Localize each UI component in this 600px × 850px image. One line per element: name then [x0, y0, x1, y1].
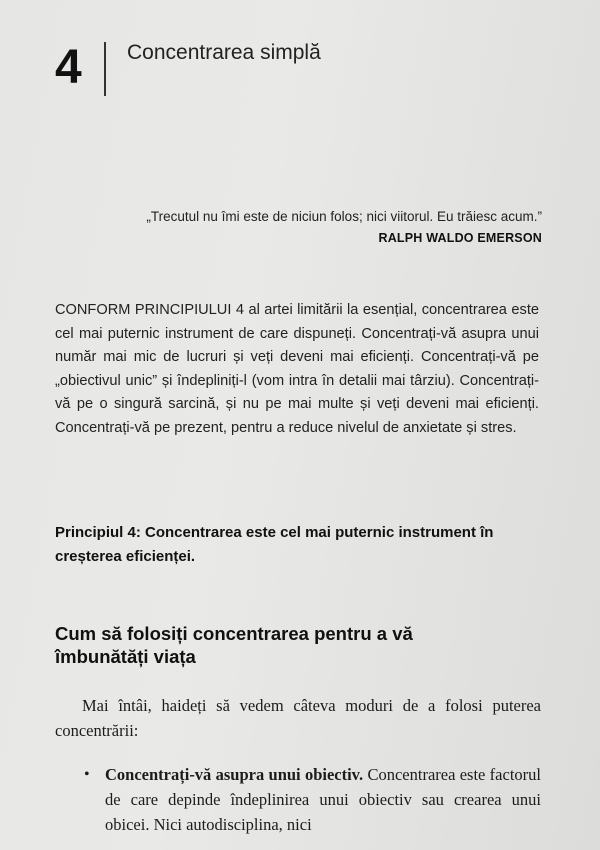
chapter-title: Concentrarea simplă	[127, 41, 321, 64]
bullet-list	[55, 762, 541, 837]
bullet-icon: •	[84, 766, 90, 783]
epigraph-author: RALPH WALDO EMERSON	[378, 231, 542, 245]
principle-statement: Principiul 4: Concentrarea este cel mai puternic instrument în creșterea eficienței.	[55, 524, 494, 565]
bullet-text: Concentrarea este factorul de care depinde îndeplinirea unui obiectiv sau crearea unui obicei. Nici autodisciplina, nici	[105, 765, 541, 834]
list-item	[55, 762, 541, 837]
intro-paragraph: CONFORM PRINCIPIULUI 4 al artei limitării la esențial, concentrarea este cel mai puternic instrument de care dispuneți. Concentrați-vă asupra unui număr mai mic de lucruri și veți deveni mai eficienți. Concentrați-vă pe „obiectivul unic” și îndepliniți-l (vom intra în detalii mai târziu). Concentrați-vă pe o singură sarcină, și nu pe mai multe și veți deveni mai eficienți. Concentrați-vă pe prezent, pentru a reduce nivelul de anxietate și stres.	[55, 302, 539, 436]
bullet-lead: Concentrați-vă asupra unui obiectiv.	[105, 765, 364, 784]
epigraph-quote: „Trecutul nu îmi este de niciun folos; nici viitorul. Eu trăiesc acum.”	[146, 209, 542, 224]
chapter-divider	[104, 42, 106, 96]
chapter-number: 4	[55, 41, 82, 94]
section-intro-paragraph: Mai întâi, haideți să vedem câteva moduri de a folosi puterea concentrării:	[55, 696, 541, 740]
section-heading: Cum să folosiți concentrarea pentru a vă îmbunătăți viața	[55, 623, 413, 667]
epigraph	[82, 207, 542, 249]
